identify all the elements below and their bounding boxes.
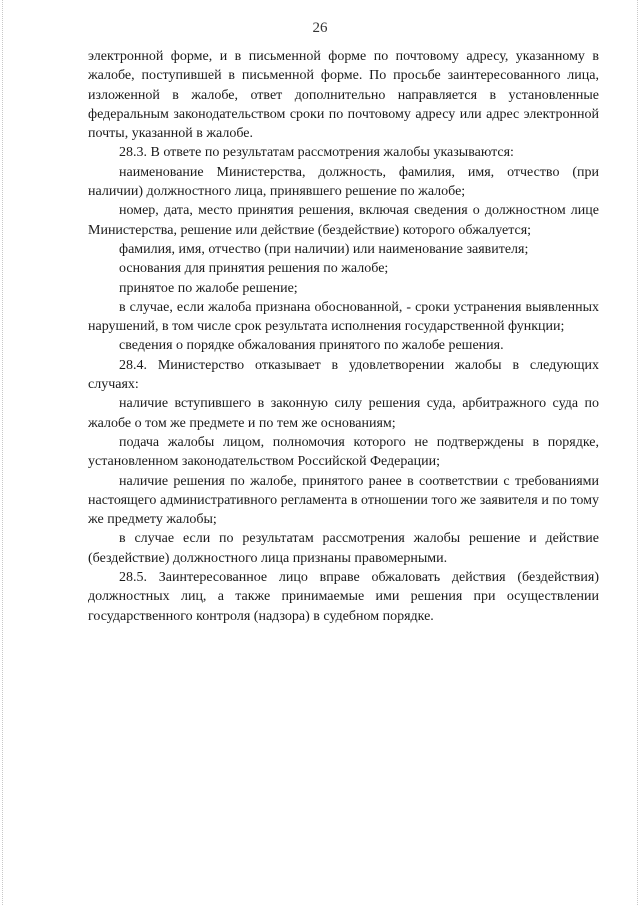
list-item-ministry-name: наименование Министерства, должность, фамилия, имя, отчество (при наличии) должностного лица, принявшего решение по жалобе;	[88, 164, 599, 200]
list-item-prior-decision: наличие решения по жалобе, принятого ранее в соответствии с требованиями настоящего административного регламента в отношении того же заявителя и по тому же предмету жалобы;	[88, 473, 599, 528]
list-item-remediation-terms: в случае, если жалоба признана обоснованной, - сроки устранения выявленных нарушений, в том числе срок результата исполнения государственной функции;	[88, 299, 599, 335]
paragraph-response-delivery: электронной форме, и в письменной форме по почтовому адресу, указанному в жалобе, поступившей в письменной форме. По просьбе заинтересованного лица, изложенной в жалобе, ответ дополнительно направляется в установленные федеральным законодательством сроки по почтовому адресу или адрес электронной почты, указанной в жалобе.	[88, 49, 599, 142]
paragraph-28-5: 28.5. Заинтересованное лицо вправе обжаловать действия (бездействия) должностных лиц, а также принимаемые ими решения при осуществлении государственного контроля (надзора) в судебном порядке.	[88, 570, 599, 624]
list-item-lawful-actions: в случае если по результатам рассмотрения жалобы решение и действие (бездействие) должностного лица признаны правомерными.	[88, 531, 599, 566]
list-item-appeal-procedure: сведения о порядке обжалования принятого по жалобе решения.	[119, 338, 504, 354]
list-item-applicant-name: фамилия, имя, отчество (при наличии) или наименование заявителя;	[119, 241, 529, 257]
list-item-grounds: основания для принятия решения по жалобе;	[119, 261, 389, 277]
document-body	[88, 47, 599, 626]
page-number: 26	[312, 20, 328, 36]
list-item-decision: принятое по жалобе решение;	[119, 280, 298, 296]
scan-edge-left	[2, 0, 4, 905]
list-item-no-authority: подача жалобы лицом, полномочия которого не подтверждены в порядке, установленном законодательством Российской Федерации;	[88, 434, 599, 470]
list-item-decision-details: номер, дата, место принятия решения, включая сведения о должностном лице Министерства, решение или действие (бездействие) которого обжалуется;	[88, 203, 599, 238]
scan-edge-right	[636, 0, 638, 905]
paragraph-28-3: 28.3. В ответе по результатам рассмотрения жалобы указываются:	[119, 145, 514, 161]
paragraph-28-4: 28.4. Министерство отказывает в удовлетворении жалобы в следующих случаях:	[88, 357, 599, 393]
list-item-court-decision: наличие вступившего в законную силу решения суда, арбитражного суда по жалобе о том же предмете и по тем же основаниям;	[88, 396, 599, 431]
